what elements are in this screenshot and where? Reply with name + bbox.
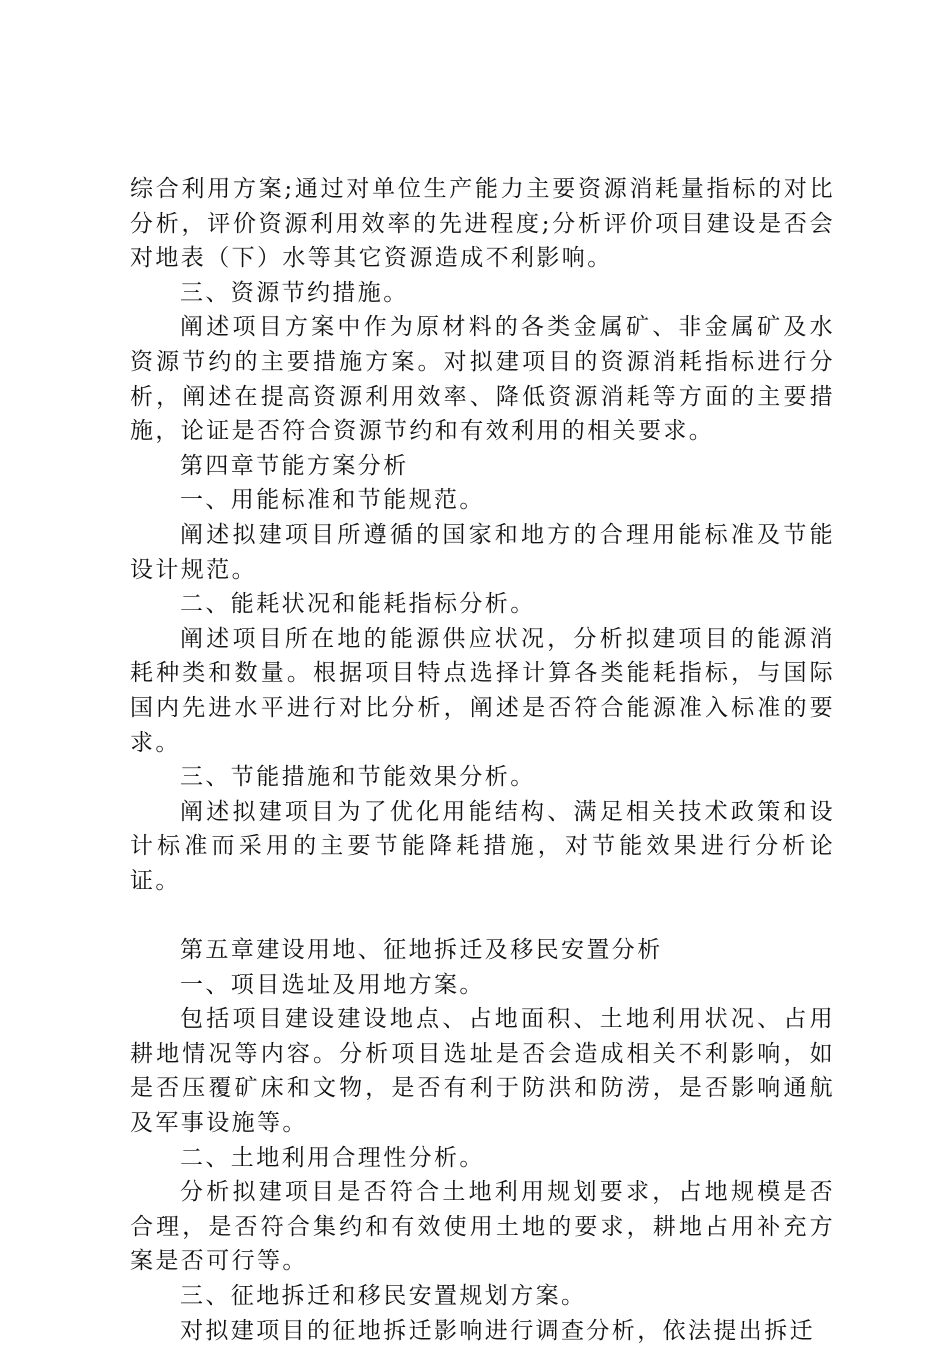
paragraph-land-rationality: 分析拟建项目是否符合土地利用规划要求，占地规模是否合理，是否符合集约和有效使用土地的要求，耕地占用补充方案是否可行等。: [130, 1179, 835, 1275]
chapter-title-energy-saving: 第四章节能方案分析: [180, 452, 409, 479]
blank-line: [130, 898, 835, 933]
heading-energy-consumption: 二、能耗状况和能耗指标分析。: [180, 591, 536, 618]
paragraph-site-selection: 包括项目建设建设地点、占地面积、土地利用状况、占用耕地情况等内容。分析项目选址是否会造成相关不利影响，如是否压覆矿床和文物，是否有利于防洪和防涝，是否影响通航及军事设施等。: [130, 1006, 835, 1137]
heading-land-rationality: 二、土地利用合理性分析。: [180, 1144, 485, 1171]
paragraph-energy-measures: 阐述拟建项目为了优化用能结构、满足相关技术政策和设计标准而采用的主要节能降耗措施，对节能效果进行分析论证。: [130, 798, 835, 894]
paragraph-energy-standards: 阐述拟建项目所遵循的国家和地方的合理用能标准及节能设计规范。: [130, 521, 835, 583]
paragraph-resource-saving: 阐述项目方案中作为原材料的各类金属矿、非金属矿及水资源节约的主要措施方案。对拟建项目的资源消耗指标进行分析，阐述在提高资源利用效率、降低资源消耗等方面的主要措施，论证是否符合资源节约和有效利用的相关要求。: [130, 314, 835, 445]
heading-energy-standards: 一、用能标准和节能规范。: [180, 487, 485, 514]
paragraph-resource-utilization: 综合利用方案;通过对单位生产能力主要资源消耗量指标的对比分析，评价资源利用效率的先进程度;分析评价项目建设是否会对地表（下）水等其它资源造成不利影响。: [130, 176, 835, 272]
heading-site-selection: 一、项目选址及用地方案。: [180, 971, 485, 998]
paragraph-resettlement: 对拟建项目的征地拆迁影响进行调查分析，依法提出拆迁: [180, 1317, 815, 1344]
heading-resettlement: 三、征地拆迁和移民安置规划方案。: [180, 1283, 587, 1309]
paragraph-energy-consumption: 阐述项目所在地的能源供应状况，分析拟建项目的能源消耗种类和数量。根据项目特点选择计算各类能耗指标，与国际国内先进水平进行对比分析，阐述是否符合能源准入标准的要求。: [130, 625, 835, 756]
heading-resource-saving-measures: 三、资源节约措施。: [180, 279, 409, 306]
chapter-title-land-use: 第五章建设用地、征地拆迁及移民安置分析: [180, 937, 663, 964]
heading-energy-measures: 三、节能措施和节能效果分析。: [180, 764, 536, 791]
document-body: [130, 172, 835, 1348]
